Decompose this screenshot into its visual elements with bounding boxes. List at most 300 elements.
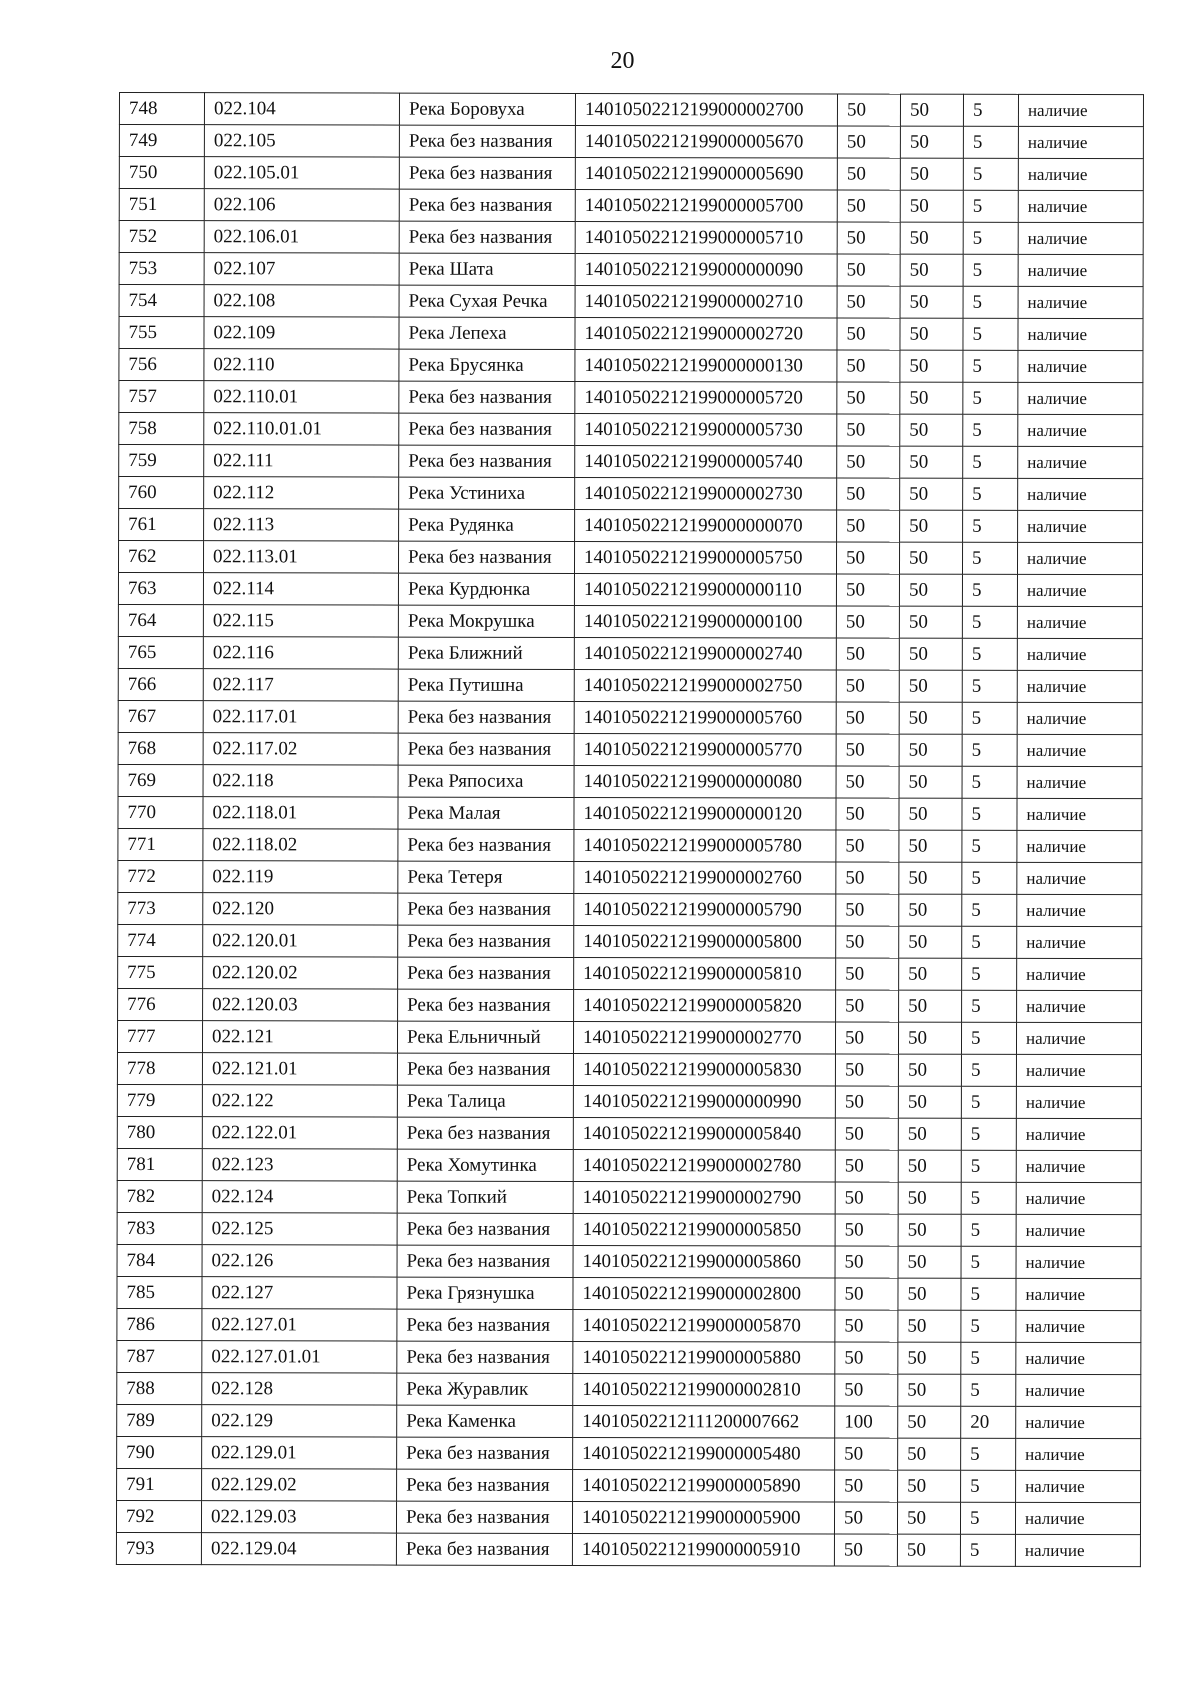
registry-code-cell: 14010502212199000002700 [575, 93, 837, 126]
registry-code-cell: 14010502212199000005860 [573, 1245, 835, 1278]
value-a-cell: 50 [837, 254, 900, 286]
table-row [118, 764, 1142, 798]
row-number-cell: 767 [118, 700, 203, 732]
registry-code-cell: 14010502212199000005750 [574, 541, 836, 574]
value-c-cell: 5 [961, 1310, 1016, 1342]
value-a-cell: 50 [837, 350, 900, 382]
river-name-cell: Река Хомутинка [397, 1149, 573, 1181]
registry-code-cell: 14010502212199000005770 [574, 733, 836, 766]
registry-code-cell: 14010502212199000005790 [574, 893, 836, 926]
row-number-cell: 789 [117, 1404, 202, 1436]
value-c-cell: 5 [962, 862, 1017, 894]
value-a-cell: 50 [837, 318, 900, 350]
table-row [118, 988, 1142, 1022]
registry-code-cell: 14010502212199000005760 [574, 701, 836, 734]
registry-code-cell: 14010502212199000005810 [574, 957, 836, 990]
value-b-cell: 50 [898, 1342, 961, 1374]
value-a-cell: 50 [836, 574, 899, 606]
value-b-cell: 50 [898, 1054, 961, 1086]
value-a-cell: 50 [836, 542, 899, 574]
value-b-cell: 50 [900, 126, 963, 158]
value-a-cell: 50 [837, 478, 900, 510]
registry-code-cell: 14010502212199000005800 [574, 925, 836, 958]
value-a-cell: 50 [836, 862, 899, 894]
value-a-cell: 50 [835, 1150, 898, 1182]
table-row [117, 1276, 1141, 1310]
river-name-cell: Река без названия [398, 541, 574, 573]
value-c-cell: 20 [961, 1406, 1016, 1438]
value-a-cell: 50 [835, 1054, 898, 1086]
row-number-cell: 792 [116, 1500, 201, 1532]
value-b-cell: 50 [899, 830, 962, 862]
table-row [117, 1308, 1141, 1342]
value-b-cell: 50 [898, 1374, 961, 1406]
table-row [118, 828, 1142, 862]
river-name-cell: Река Сухая Речка [399, 285, 575, 317]
table-row [119, 349, 1143, 383]
registry-code-cell: 14010502212199000005850 [573, 1213, 835, 1246]
value-b-cell: 50 [900, 94, 963, 126]
value-c-cell: 5 [962, 990, 1017, 1022]
registry-code-cell: 14010502212199000002800 [573, 1277, 835, 1310]
registry-code-cell: 14010502212199000002780 [573, 1149, 835, 1182]
status-cell: наличие [1018, 126, 1143, 158]
value-b-cell: 50 [898, 1246, 961, 1278]
river-name-cell: Река без названия [397, 1053, 573, 1085]
status-cell: наличие [1018, 478, 1143, 510]
code-cell: 022.120.01 [203, 925, 398, 957]
value-c-cell: 5 [962, 798, 1017, 830]
registry-code-cell: 14010502212199000000080 [574, 765, 836, 798]
registry-code-cell: 14010502212199000005480 [573, 1437, 835, 1470]
code-cell: 022.118.01 [203, 797, 398, 829]
value-a-cell: 50 [837, 158, 900, 190]
code-cell: 022.110.01.01 [204, 413, 399, 445]
code-cell: 022.119 [203, 861, 398, 893]
code-cell: 022.111 [204, 445, 399, 477]
status-cell: наличие [1016, 1182, 1141, 1214]
value-b-cell: 50 [900, 446, 963, 478]
registry-code-cell: 14010502212199000000120 [574, 797, 836, 830]
status-cell: наличие [1016, 1118, 1141, 1150]
value-a-cell: 50 [835, 1374, 898, 1406]
registry-code-cell: 14010502212199000005780 [574, 829, 836, 862]
value-a-cell: 50 [836, 926, 899, 958]
registry-code-cell: 14010502212199000005740 [575, 445, 837, 478]
river-name-cell: Река Мокрушка [398, 605, 574, 637]
registry-code-cell: 14010502212199000000100 [574, 605, 836, 638]
value-c-cell: 5 [962, 766, 1017, 798]
status-cell: наличие [1018, 158, 1143, 190]
value-a-cell: 50 [837, 446, 900, 478]
value-a-cell: 50 [835, 1086, 898, 1118]
river-name-cell: Река без названия [396, 1501, 572, 1533]
river-name-cell: Река Малая [398, 797, 574, 829]
code-cell: 022.120.02 [203, 957, 398, 989]
table-row [118, 732, 1142, 766]
value-a-cell: 50 [836, 670, 899, 702]
value-b-cell: 50 [899, 766, 962, 798]
status-cell: наличие [1017, 766, 1142, 798]
river-table-container [116, 92, 1144, 1567]
status-cell: наличие [1016, 1022, 1141, 1054]
row-number-cell: 748 [119, 93, 204, 125]
value-c-cell: 5 [962, 926, 1017, 958]
value-b-cell: 50 [898, 1022, 961, 1054]
river-name-cell: Река Каменка [397, 1405, 573, 1437]
value-b-cell: 50 [899, 574, 962, 606]
river-name-cell: Река без названия [398, 925, 574, 957]
code-cell: 022.109 [204, 317, 399, 349]
status-cell: наличие [1016, 1086, 1141, 1118]
table-row [119, 125, 1143, 159]
code-cell: 022.125 [202, 1213, 397, 1245]
value-b-cell: 50 [900, 286, 963, 318]
status-cell: наличие [1017, 894, 1142, 926]
row-number-cell: 764 [118, 604, 203, 636]
registry-code-cell: 14010502212199000005910 [572, 1533, 834, 1566]
code-cell: 022.118.02 [203, 829, 398, 861]
page-number: 20 [610, 48, 635, 74]
value-c-cell: 5 [963, 510, 1018, 542]
value-c-cell: 5 [963, 222, 1018, 254]
status-cell: наличие [1017, 798, 1142, 830]
code-cell: 022.127 [202, 1277, 397, 1309]
value-c-cell: 5 [962, 702, 1017, 734]
status-cell: наличие [1016, 1438, 1141, 1470]
status-cell: наличие [1016, 1278, 1141, 1310]
registry-code-cell: 14010502212199000002730 [575, 477, 837, 510]
registry-code-cell: 14010502212199000000070 [575, 509, 837, 542]
table-row [117, 1340, 1141, 1374]
table-row [118, 796, 1142, 830]
registry-code-cell: 14010502212199000000090 [575, 253, 837, 286]
registry-code-cell: 14010502212199000002790 [573, 1181, 835, 1214]
row-number-cell: 772 [118, 860, 203, 892]
river-name-cell: Река Грязнушка [397, 1277, 573, 1309]
value-b-cell: 50 [900, 510, 963, 542]
table-row [117, 1372, 1141, 1406]
status-cell: наличие [1016, 1342, 1141, 1374]
value-c-cell: 5 [962, 958, 1017, 990]
value-b-cell: 50 [899, 734, 962, 766]
row-number-cell: 783 [117, 1212, 202, 1244]
value-b-cell: 50 [898, 1150, 961, 1182]
value-c-cell: 5 [962, 606, 1017, 638]
code-cell: 022.129.04 [201, 1533, 396, 1565]
table-row [119, 157, 1143, 191]
value-b-cell: 50 [898, 1118, 961, 1150]
value-c-cell: 5 [962, 670, 1017, 702]
code-cell: 022.105.01 [204, 157, 399, 189]
river-name-cell: Река без названия [399, 221, 575, 253]
value-c-cell: 5 [961, 1278, 1016, 1310]
registry-code-cell: 14010502212199000005690 [575, 157, 837, 190]
table-row [117, 1020, 1141, 1054]
table-row [118, 604, 1142, 638]
status-cell: наличие [1018, 350, 1143, 382]
code-cell: 022.120 [203, 893, 398, 925]
value-c-cell: 5 [963, 414, 1018, 446]
river-name-cell: Река без названия [397, 1341, 573, 1373]
row-number-cell: 751 [119, 189, 204, 221]
status-cell: наличие [1018, 382, 1143, 414]
value-a-cell: 50 [837, 382, 900, 414]
table-row [119, 381, 1143, 415]
value-c-cell: 5 [962, 894, 1017, 926]
table-row [118, 636, 1142, 670]
row-number-cell: 762 [118, 541, 203, 573]
value-a-cell: 50 [835, 1278, 898, 1310]
value-c-cell: 5 [961, 1374, 1016, 1406]
row-number-cell: 781 [117, 1148, 202, 1180]
river-name-cell: Река Тетеря [398, 861, 574, 893]
table-row [117, 1180, 1141, 1214]
registry-code-cell: 14010502212199000000130 [575, 349, 837, 382]
value-c-cell: 5 [963, 318, 1018, 350]
table-row [118, 892, 1142, 926]
status-cell: наличие [1017, 926, 1142, 958]
value-c-cell: 5 [961, 1246, 1016, 1278]
status-cell: наличие [1016, 1374, 1141, 1406]
table-row [119, 93, 1143, 127]
river-name-cell: Река без названия [399, 381, 575, 413]
row-number-cell: 787 [117, 1340, 202, 1372]
value-b-cell: 50 [900, 158, 963, 190]
code-cell: 022.113 [204, 509, 399, 541]
value-c-cell: 5 [963, 94, 1018, 126]
code-cell: 022.105 [204, 125, 399, 157]
row-number-cell: 755 [119, 317, 204, 349]
table-row [117, 1244, 1141, 1278]
row-number-cell: 786 [117, 1308, 202, 1340]
value-c-cell: 5 [961, 1470, 1016, 1502]
value-a-cell: 50 [835, 1022, 898, 1054]
table-row [119, 221, 1143, 255]
code-cell: 022.112 [204, 477, 399, 509]
value-b-cell: 50 [899, 990, 962, 1022]
table-row [117, 1212, 1141, 1246]
row-number-cell: 759 [119, 445, 204, 477]
code-cell: 022.121 [202, 1021, 397, 1053]
table-row [118, 700, 1142, 734]
value-a-cell: 100 [835, 1406, 898, 1438]
table-row [119, 253, 1143, 287]
row-number-cell: 757 [119, 381, 204, 413]
status-cell: наличие [1017, 990, 1142, 1022]
registry-code-cell: 14010502212199000000110 [574, 573, 836, 606]
value-c-cell: 5 [962, 542, 1017, 574]
table-row [119, 189, 1143, 223]
value-c-cell: 5 [962, 574, 1017, 606]
table-row [119, 509, 1143, 543]
table-row [119, 285, 1143, 319]
river-name-cell: Река Журавлик [397, 1373, 573, 1405]
river-name-cell: Река без названия [397, 1245, 573, 1277]
river-name-cell: Река без названия [396, 1533, 572, 1565]
river-name-cell: Река Ряпосиха [398, 765, 574, 797]
row-number-cell: 749 [119, 125, 204, 157]
river-name-cell: Река без названия [397, 1213, 573, 1245]
row-number-cell: 756 [119, 349, 204, 381]
value-c-cell: 5 [963, 382, 1018, 414]
table-row [118, 668, 1142, 702]
value-b-cell: 50 [898, 1278, 961, 1310]
status-cell: наличие [1016, 1214, 1141, 1246]
value-a-cell: 50 [835, 1246, 898, 1278]
table-row [117, 1116, 1141, 1150]
value-b-cell: 50 [900, 254, 963, 286]
value-b-cell: 50 [900, 382, 963, 414]
code-cell: 022.122 [202, 1085, 397, 1117]
value-b-cell: 50 [898, 1310, 961, 1342]
table-row [116, 1532, 1140, 1566]
value-a-cell: 50 [836, 958, 899, 990]
status-cell: наличие [1016, 1150, 1141, 1182]
river-name-cell: Река без названия [399, 413, 575, 445]
status-cell: наличие [1017, 574, 1142, 606]
code-cell: 022.117.02 [203, 733, 398, 765]
value-b-cell: 50 [899, 862, 962, 894]
registry-code-cell: 14010502212199000005880 [573, 1341, 835, 1374]
value-c-cell: 5 [963, 478, 1018, 510]
status-cell: наличие [1015, 1502, 1140, 1534]
registry-code-cell: 14010502212199000005720 [575, 381, 837, 414]
registry-code-cell: 14010502212199000005830 [573, 1053, 835, 1086]
value-c-cell: 5 [963, 254, 1018, 286]
table-row [117, 1468, 1141, 1502]
row-number-cell: 769 [118, 764, 203, 796]
registry-code-cell: 14010502212199000000990 [573, 1085, 835, 1118]
value-b-cell: 50 [899, 894, 962, 926]
registry-code-cell: 14010502212199000002760 [574, 861, 836, 894]
value-a-cell: 50 [836, 606, 899, 638]
status-cell: наличие [1018, 446, 1143, 478]
code-cell: 022.115 [203, 605, 398, 637]
status-cell: наличие [1018, 254, 1143, 286]
status-cell: наличие [1018, 94, 1143, 126]
row-number-cell: 752 [119, 221, 204, 253]
river-name-cell: Река Устиниха [399, 477, 575, 509]
code-cell: 022.121.01 [202, 1053, 397, 1085]
registry-code-cell: 14010502212199000005710 [575, 221, 837, 254]
value-c-cell: 5 [961, 1054, 1016, 1086]
row-number-cell: 790 [117, 1436, 202, 1468]
registry-code-cell: 14010502212111200007662 [573, 1405, 835, 1438]
value-a-cell: 50 [834, 1534, 897, 1566]
code-cell: 022.117 [203, 669, 398, 701]
river-name-cell: Река Путишна [398, 669, 574, 701]
status-cell: наличие [1016, 1470, 1141, 1502]
river-name-cell: Река без названия [398, 701, 574, 733]
table-row [119, 477, 1143, 511]
registry-code-cell: 14010502212199000005700 [575, 189, 837, 222]
value-c-cell: 5 [961, 1150, 1016, 1182]
row-number-cell: 763 [118, 573, 203, 605]
row-number-cell: 766 [118, 668, 203, 700]
code-cell: 022.122.01 [202, 1117, 397, 1149]
registry-code-cell: 14010502212199000002740 [574, 637, 836, 670]
code-cell: 022.110 [204, 349, 399, 381]
river-name-cell: Река Курдюнка [398, 573, 574, 605]
registry-code-cell: 14010502212199000002810 [573, 1373, 835, 1406]
row-number-cell: 770 [118, 796, 203, 828]
value-a-cell: 50 [836, 638, 899, 670]
value-a-cell: 50 [836, 830, 899, 862]
value-c-cell: 5 [962, 734, 1017, 766]
table-row [118, 573, 1142, 607]
table-row [118, 860, 1142, 894]
value-b-cell: 50 [900, 350, 963, 382]
row-number-cell: 775 [118, 956, 203, 988]
value-b-cell: 50 [900, 222, 963, 254]
value-c-cell: 5 [963, 286, 1018, 318]
table-row [117, 1052, 1141, 1086]
row-number-cell: 773 [118, 892, 203, 924]
value-a-cell: 50 [836, 798, 899, 830]
code-cell: 022.120.03 [203, 989, 398, 1021]
value-a-cell: 50 [835, 1118, 898, 1150]
river-name-cell: Река без названия [398, 893, 574, 925]
row-number-cell: 771 [118, 828, 203, 860]
table-row [116, 1500, 1140, 1534]
value-c-cell: 5 [960, 1502, 1015, 1534]
row-number-cell: 777 [117, 1020, 202, 1052]
table-row [117, 1084, 1141, 1118]
status-cell: наличие [1017, 542, 1142, 574]
registry-code-cell: 14010502212199000002710 [575, 285, 837, 318]
value-b-cell: 50 [897, 1534, 960, 1566]
value-b-cell: 50 [898, 1214, 961, 1246]
status-cell: наличие [1017, 958, 1142, 990]
value-c-cell: 5 [962, 638, 1017, 670]
registry-code-cell: 14010502212199000005730 [575, 413, 837, 446]
value-a-cell: 50 [834, 1502, 897, 1534]
value-b-cell: 50 [899, 958, 962, 990]
code-cell: 022.123 [202, 1149, 397, 1181]
value-b-cell: 50 [900, 318, 963, 350]
status-cell: наличие [1018, 414, 1143, 446]
river-name-cell: Река без названия [398, 989, 574, 1021]
river-name-cell: Река Шата [399, 253, 575, 285]
value-c-cell: 5 [961, 1342, 1016, 1374]
river-name-cell: Река без названия [397, 1117, 573, 1149]
table-body [116, 93, 1143, 1567]
registry-code-cell: 14010502212199000005820 [574, 989, 836, 1022]
river-name-cell: Река без названия [397, 1309, 573, 1341]
value-c-cell: 5 [961, 1022, 1016, 1054]
value-c-cell: 5 [962, 830, 1017, 862]
status-cell: наличие [1017, 862, 1142, 894]
code-cell: 022.106 [204, 189, 399, 221]
code-cell: 022.110.01 [204, 381, 399, 413]
registry-code-cell: 14010502212199000005900 [572, 1501, 834, 1534]
table-row [119, 445, 1143, 479]
status-cell: наличие [1018, 318, 1143, 350]
value-b-cell: 50 [900, 190, 963, 222]
value-a-cell: 50 [837, 222, 900, 254]
row-number-cell: 776 [118, 988, 203, 1020]
row-number-cell: 765 [118, 636, 203, 668]
value-a-cell: 50 [837, 414, 900, 446]
code-cell: 022.107 [204, 253, 399, 285]
status-cell: наличие [1018, 286, 1143, 318]
status-cell: наличие [1015, 1534, 1140, 1566]
code-cell: 022.114 [203, 573, 398, 605]
table-row [117, 1148, 1141, 1182]
river-name-cell: Река Боровуха [399, 93, 575, 125]
code-cell: 022.117.01 [203, 701, 398, 733]
